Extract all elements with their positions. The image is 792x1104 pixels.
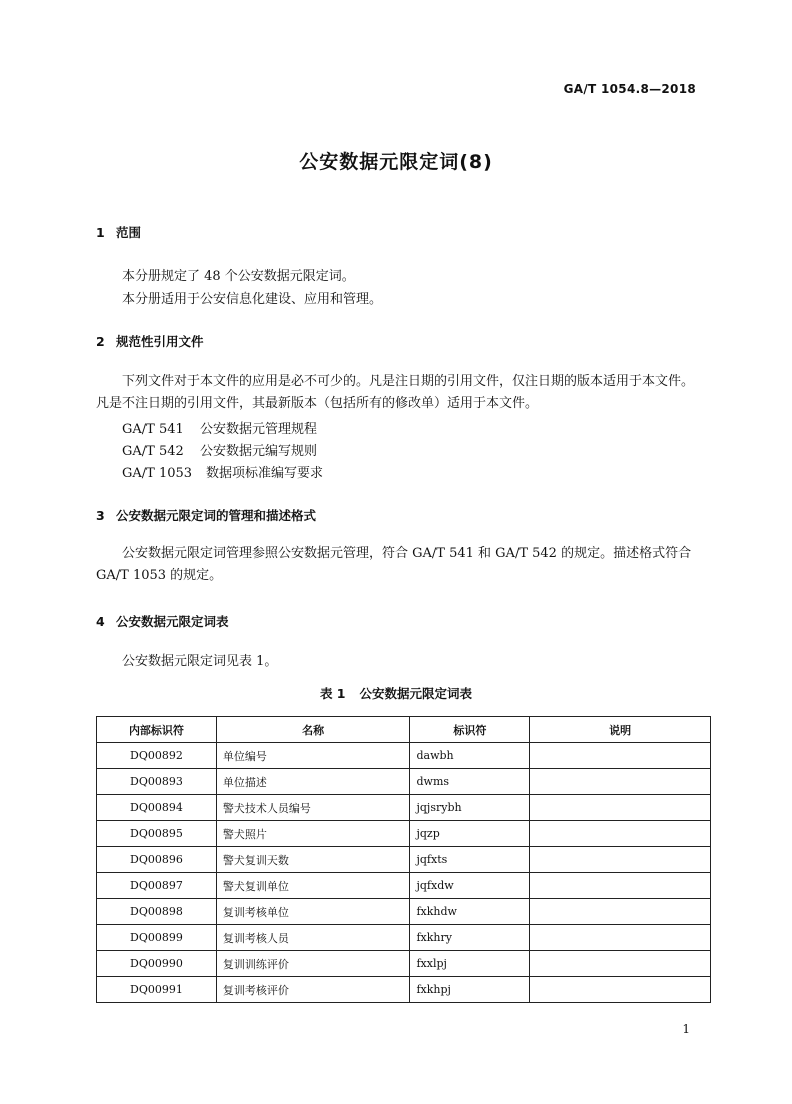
description-cell	[530, 743, 711, 769]
identifier-cell: dwms	[410, 769, 530, 795]
table-row	[97, 951, 711, 977]
scope-line-1: 本分册规定了 48 个公安数据元限定词。	[122, 269, 355, 284]
section-title: 规范性引用文件	[116, 334, 204, 349]
reference-title: 公安数据元编写规则	[200, 444, 318, 459]
internal-id-cell: DQ00892	[97, 743, 217, 769]
name-cell: 复训训练评价	[216, 951, 410, 977]
identifier-cell: fxkhpj	[410, 977, 530, 1003]
page-number: 1	[682, 1022, 690, 1036]
scope-line-2: 本分册适用于公安信息化建设、应用和管理。	[122, 292, 383, 307]
description-cell	[530, 847, 711, 873]
name-cell: 复训考核单位	[216, 899, 410, 925]
table-caption	[0, 684, 792, 702]
description-cell	[530, 873, 711, 899]
internal-id-cell: DQ00894	[97, 795, 217, 821]
description-cell	[530, 899, 711, 925]
section-2-heading	[96, 332, 204, 350]
table-header-row	[97, 717, 711, 743]
internal-id-cell: DQ00899	[97, 925, 217, 951]
name-cell: 警犬复训单位	[216, 873, 410, 899]
table-row	[97, 769, 711, 795]
section-title: 公安数据元限定词的管理和描述格式	[116, 508, 317, 523]
header-internal-id: 内部标识符	[97, 717, 217, 743]
name-cell: 警犬照片	[216, 821, 410, 847]
identifier-cell: jqjsrybh	[410, 795, 530, 821]
reference-item	[122, 418, 317, 437]
name-cell: 复训考核评价	[216, 977, 410, 1003]
management-text: 公安数据元限定词管理参照公安数据元管理，符合 GA/T 541 和 GA/T 542 的规定。描述格式符合 GA/T 1053 的规定。	[96, 546, 692, 583]
table-body	[97, 743, 711, 1003]
section-number: 3	[96, 508, 105, 523]
standard-code: GA/T 1054.8—2018	[563, 82, 696, 96]
table-row	[97, 795, 711, 821]
section-4-heading	[96, 612, 229, 630]
name-cell: 警犬技术人员编号	[216, 795, 410, 821]
reference-code: GA/T 542	[122, 444, 184, 459]
reference-code: GA/T 1053	[122, 466, 193, 481]
identifier-cell: fxkhry	[410, 925, 530, 951]
identifier-cell: fxkhdw	[410, 899, 530, 925]
description-cell	[530, 977, 711, 1003]
table-caption-title: 公安数据元限定词表	[359, 686, 473, 701]
description-cell	[530, 795, 711, 821]
identifier-cell: jqfxts	[410, 847, 530, 873]
reference-title: 公安数据元管理规程	[200, 422, 318, 437]
section-number: 1	[96, 225, 105, 240]
description-cell	[530, 769, 711, 795]
internal-id-cell: DQ00991	[97, 977, 217, 1003]
section-3-heading	[96, 506, 316, 524]
header-description: 说明	[530, 717, 711, 743]
identifier-cell: jqzp	[410, 821, 530, 847]
section-title: 公安数据元限定词表	[116, 614, 229, 629]
header-name: 名称	[216, 717, 410, 743]
internal-id-cell: DQ00896	[97, 847, 217, 873]
section-number: 4	[96, 614, 105, 629]
document-title: 公安数据元限定词(8)	[299, 151, 493, 173]
name-cell: 复训考核人员	[216, 925, 410, 951]
table-row	[97, 873, 711, 899]
reference-title: 数据项标准编写要求	[206, 466, 324, 481]
table-row	[97, 847, 711, 873]
header-identifier: 标识符	[410, 717, 530, 743]
table-row	[97, 977, 711, 1003]
reference-code: GA/T 541	[122, 422, 184, 437]
identifier-cell: dawbh	[410, 743, 530, 769]
table-row	[97, 925, 711, 951]
internal-id-cell: DQ00895	[97, 821, 217, 847]
description-cell	[530, 821, 711, 847]
section-1-heading	[96, 223, 141, 241]
table-row	[97, 743, 711, 769]
internal-id-cell: DQ00893	[97, 769, 217, 795]
table-caption-label: 表 1	[319, 686, 346, 701]
identifier-cell: jqfxdw	[410, 873, 530, 899]
internal-id-cell: DQ00897	[97, 873, 217, 899]
name-cell: 警犬复训天数	[216, 847, 410, 873]
qualifier-table	[96, 716, 711, 1003]
table-row	[97, 899, 711, 925]
internal-id-cell: DQ00990	[97, 951, 217, 977]
name-cell: 单位描述	[216, 769, 410, 795]
reference-item	[122, 462, 323, 481]
section-number: 2	[96, 334, 105, 349]
identifier-cell: fxxlpj	[410, 951, 530, 977]
table-intro: 公安数据元限定词见表 1。	[122, 654, 278, 669]
normative-intro: 下列文件对于本文件的应用是必不可少的。凡是注日期的引用文件，仅注日期的版本适用于本文件。凡是不注日期的引用文件，其最新版本（包括所有的修改单）适用于本文件。	[96, 374, 695, 411]
reference-item	[122, 440, 317, 459]
name-cell: 单位编号	[216, 743, 410, 769]
section-title: 范围	[116, 225, 142, 240]
description-cell	[530, 925, 711, 951]
internal-id-cell: DQ00898	[97, 899, 217, 925]
table-row	[97, 821, 711, 847]
description-cell	[530, 951, 711, 977]
